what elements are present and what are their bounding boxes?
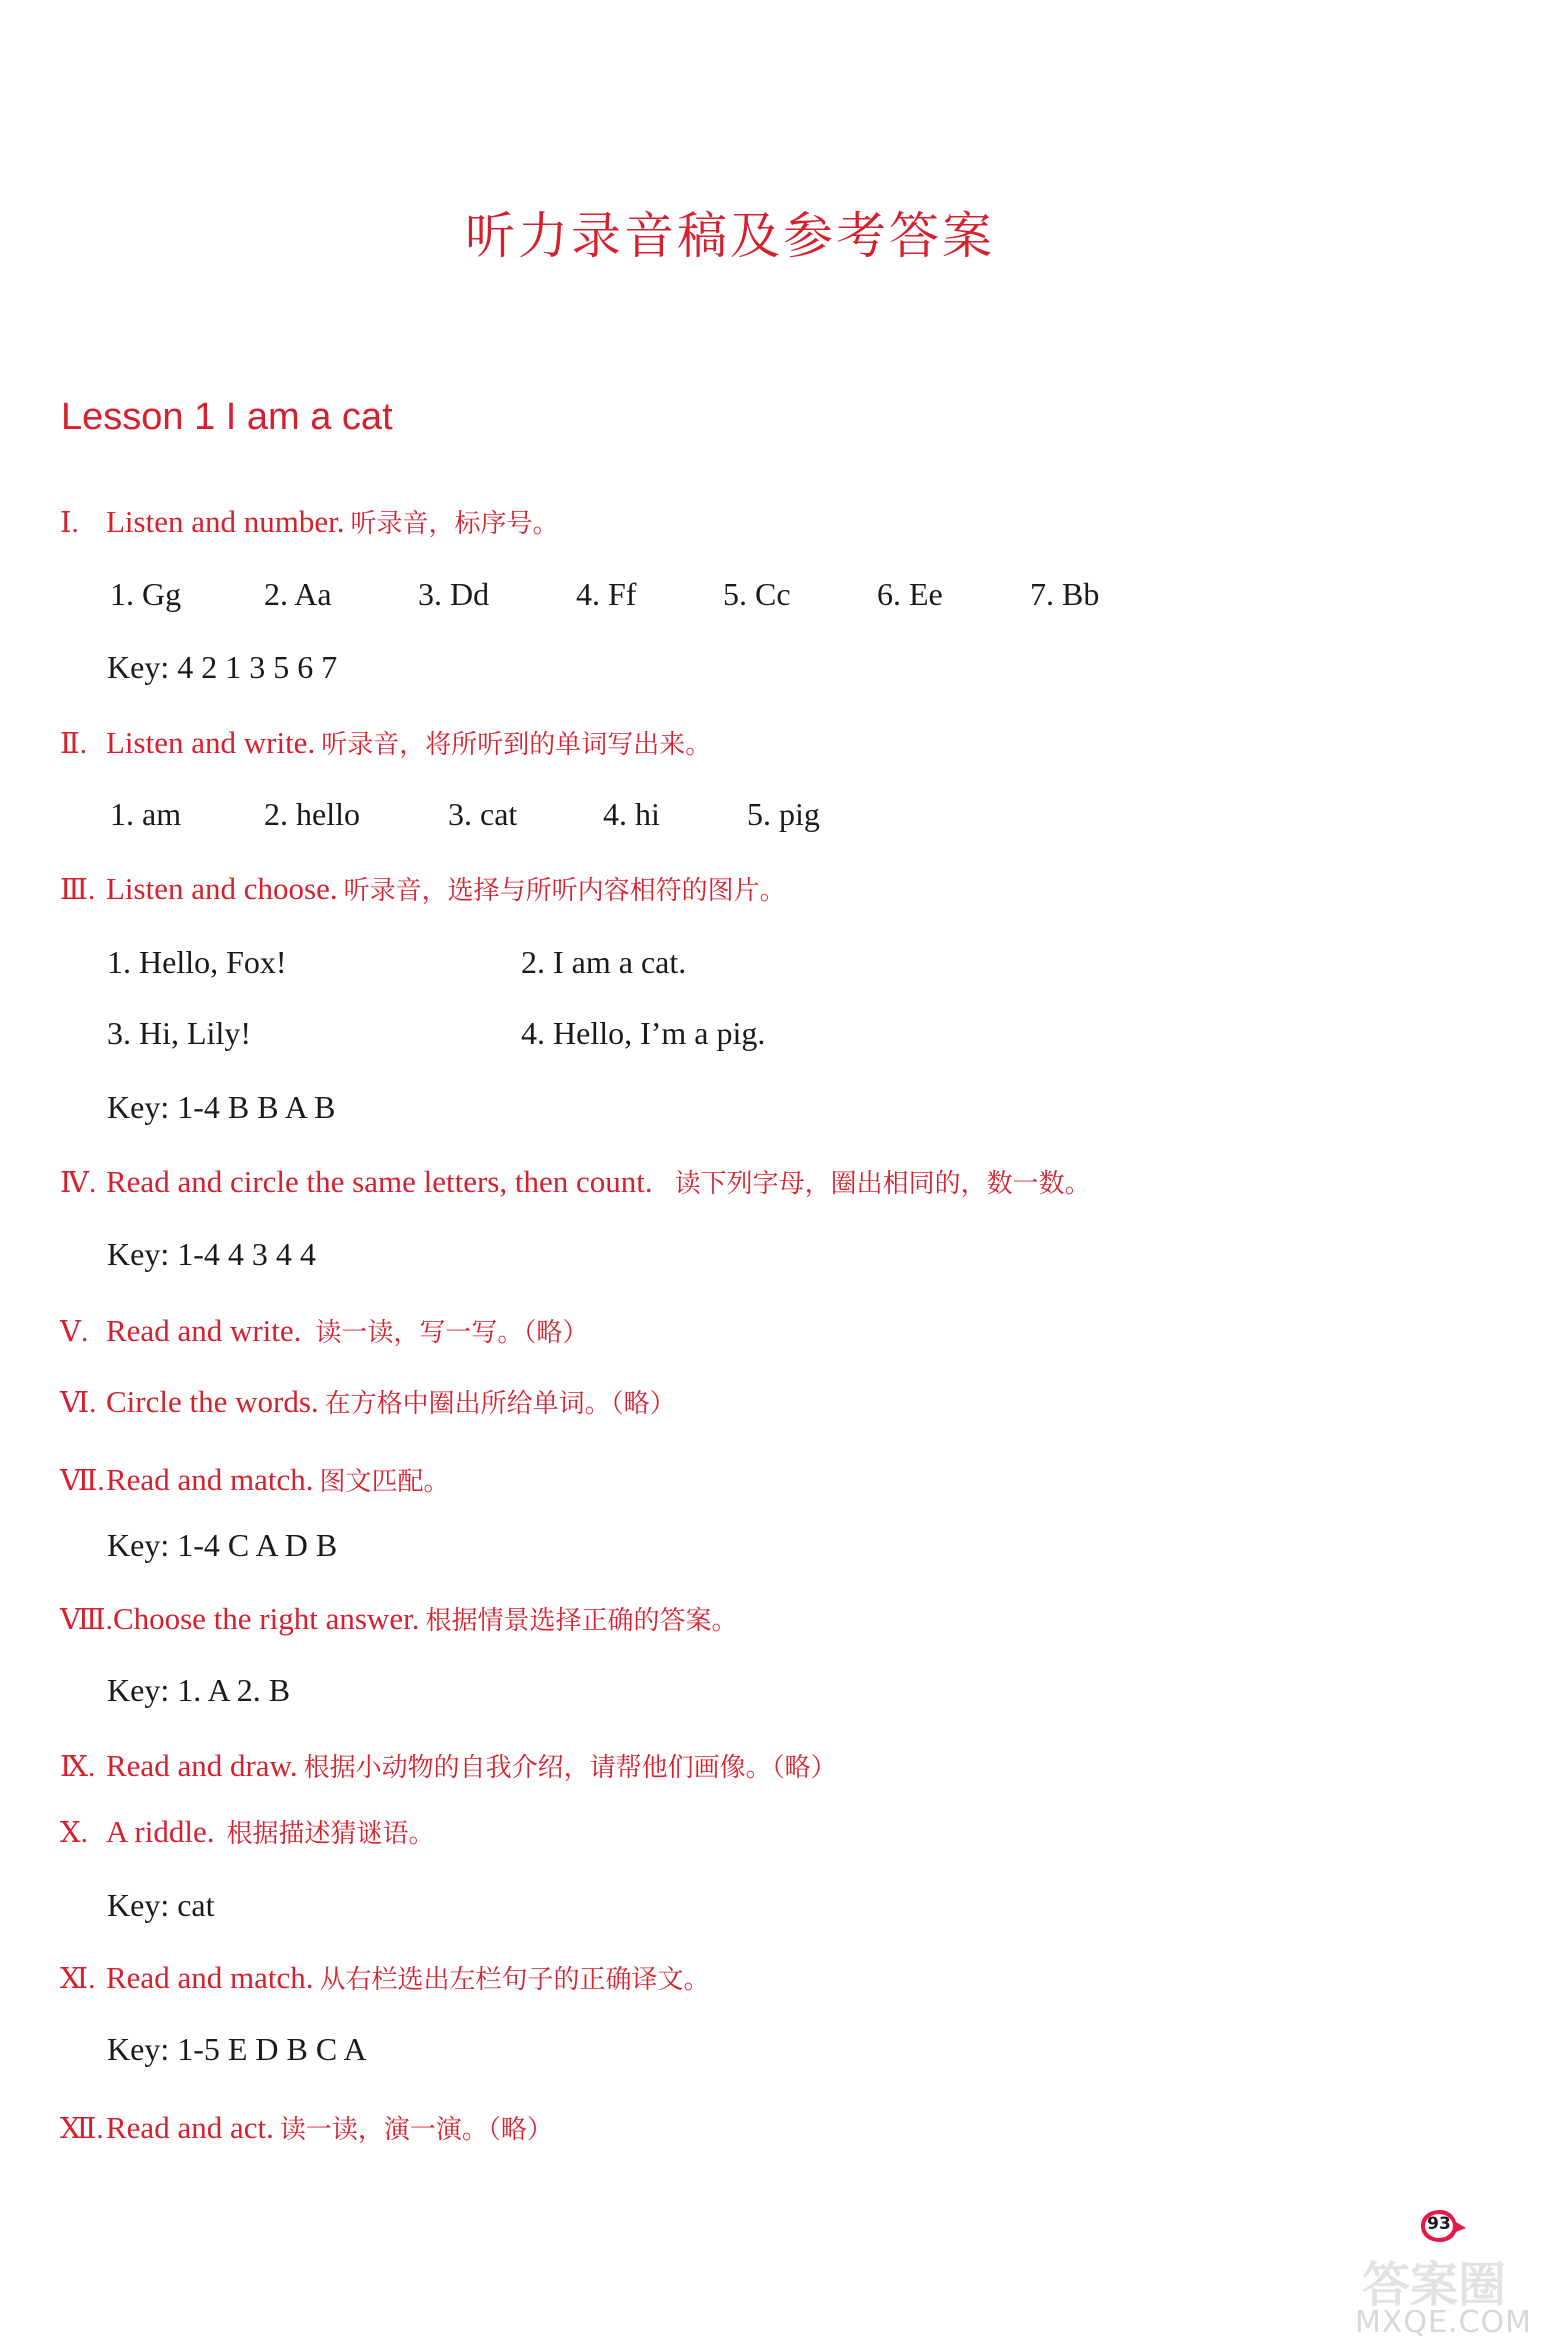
answer-key: Key: 1-4 B B A B [107, 1089, 336, 1125]
section-number: Ⅵ. [60, 1387, 97, 1419]
section-title-zh: 听录音，选择与所听内容相符的图片。 [343, 876, 786, 906]
list-item: 1. Gg [110, 576, 182, 612]
list-item: 5. Cc [723, 576, 791, 612]
lesson-title: Lesson 1 I am a cat [61, 396, 393, 438]
section-title-zh: 读一读，写一写。（略） [315, 1318, 589, 1348]
section-title-zh: 听录音，将所听到的单词写出来。 [321, 730, 712, 760]
section-number: Ⅲ. [60, 874, 96, 906]
section-heading-3 [60, 870, 786, 907]
answer-key: Key: 1-5 E D B C A [107, 2031, 367, 2067]
section-heading-9 [60, 1747, 837, 1784]
section-heading-11 [60, 1959, 709, 1996]
watermark: MXQE.COM [1355, 2305, 1532, 2340]
section-title-zh: 从右栏选出左栏句子的正确译文。 [319, 1965, 710, 1995]
list-item: 4. Ff [576, 576, 637, 612]
section-title-zh: 图文匹配。 [319, 1467, 450, 1497]
list-item: 6. Ee [877, 576, 943, 612]
section-heading-6 [60, 1383, 676, 1420]
section-number: Ⅷ. [60, 1604, 113, 1636]
list-item: 1. am [110, 796, 182, 832]
watermark-logo: 答案圈 [1362, 2257, 1507, 2313]
section-title-en: Read and match. [106, 1960, 314, 1995]
list-item: 5. pig [747, 796, 820, 832]
section-heading-1 [60, 503, 559, 540]
section-title-en: Circle the words. [106, 1384, 319, 1419]
section-heading-5 [60, 1312, 588, 1349]
section-number: Ⅻ. [60, 2113, 104, 2145]
section-number: Ⅹ. [60, 1817, 88, 1849]
section-title-zh: 在方格中圈出所给单词。（略） [324, 1389, 676, 1419]
section-number: Ⅱ. [60, 728, 87, 760]
section-number: Ⅶ. [60, 1465, 105, 1497]
list-item: 2. I am a cat. [521, 944, 687, 980]
list-item: 2. Aa [264, 576, 332, 612]
section-title-zh: 根据描述猜谜语。 [226, 1819, 435, 1849]
page-title: 听力录音稿及参考答案 [465, 207, 995, 265]
section-title-zh: 读一读，演一演。（略） [279, 2115, 553, 2145]
section-heading-2 [60, 724, 711, 761]
section-number: Ⅸ. [60, 1751, 96, 1783]
section-title-en: Read and match. [106, 1462, 314, 1497]
answer-key: Key: 1-4 C A D B [107, 1527, 338, 1563]
answer-key: Key: 1-4 4 3 4 4 [107, 1236, 316, 1272]
list-item: 3. Hi, Lily! [107, 1015, 251, 1051]
section-title-en: Listen and choose. [106, 871, 338, 906]
answer-key: Key: 1. A 2. B [107, 1672, 291, 1708]
list-item: 4. hi [603, 796, 660, 832]
list-item: 2. hello [264, 796, 360, 832]
section-heading-12 [60, 2109, 553, 2146]
section-title-zh: 听录音，标序号。 [350, 509, 559, 539]
answer-key: Key: 4 2 1 3 5 6 7 [107, 649, 338, 685]
page-number: 93 [1427, 2214, 1451, 2234]
list-item: 7. Bb [1030, 576, 1100, 612]
list-item: 3. Dd [418, 576, 490, 612]
section-heading-7 [60, 1461, 449, 1498]
section-title-en: Read and circle the same letters, then count. [106, 1164, 653, 1199]
section-heading-10 [60, 1813, 435, 1850]
section-title-zh: 读下列字母，圈出相同的，数一数。 [674, 1169, 1091, 1199]
section-title-en: Listen and write. [106, 725, 316, 760]
list-item: 3. cat [448, 796, 518, 832]
section-heading-8 [60, 1600, 737, 1637]
section-number: Ⅴ. [60, 1316, 89, 1348]
section-title-en: Choose the right answer. [112, 1601, 420, 1636]
section-title-zh: 根据情景选择正确的答案。 [425, 1606, 738, 1636]
section-number: Ⅺ. [60, 1963, 96, 1995]
answer-key: Key: cat [107, 1887, 215, 1923]
section-title-en: Read and write. [106, 1313, 302, 1348]
list-item: 1. Hello, Fox! [107, 944, 287, 980]
section-title-en: Read and act. [106, 2110, 274, 2145]
list-item: 4. Hello, I’m a pig. [521, 1015, 766, 1051]
section-heading-4 [60, 1163, 1091, 1200]
section-number: Ⅳ. [60, 1167, 97, 1199]
section-number: Ⅰ. [60, 507, 79, 539]
section-title-en: Listen and number. [106, 504, 345, 539]
section-title-en: A riddle. [106, 1814, 215, 1849]
section-title-en: Read and draw. [106, 1748, 298, 1783]
section-title-zh: 根据小动物的自我介绍，请帮他们画像。（略） [303, 1753, 837, 1783]
